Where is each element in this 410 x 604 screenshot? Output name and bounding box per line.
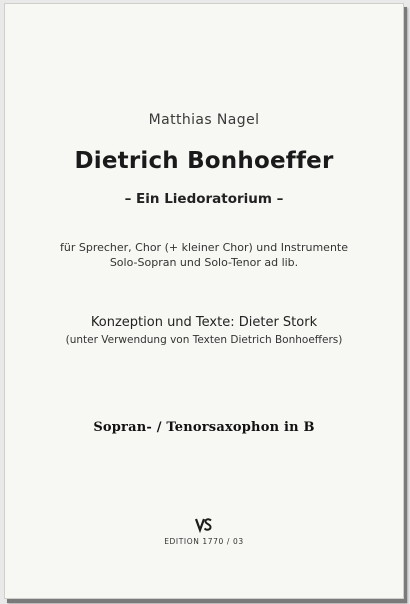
conception-note: (unter Verwendung von Texten Dietrich Bonhoeffers)	[65, 334, 343, 346]
conception-credit: Konzeption und Texte: Dieter Stork	[90, 315, 318, 330]
publisher-logo	[5, 517, 403, 533]
instrument-part: Sopran- / Tenorsaxophon in B	[93, 420, 315, 435]
edition-number: EDITION 1770 / 03	[164, 537, 244, 546]
work-title: Dietrich Bonhoeffer	[74, 148, 334, 174]
scoring-line-2: Solo-Sopran und Solo-Tenor ad lib.	[109, 256, 299, 269]
composer-name: Matthias Nagel	[148, 112, 260, 128]
scoring-line-1: für Sprecher, Chor (+ kleiner Chor) und Instrumente	[60, 241, 348, 254]
score-title-page	[4, 3, 404, 599]
work-subtitle: – Ein Liedoratorium –	[124, 191, 284, 207]
vs-monogram-logo-icon	[195, 517, 213, 533]
